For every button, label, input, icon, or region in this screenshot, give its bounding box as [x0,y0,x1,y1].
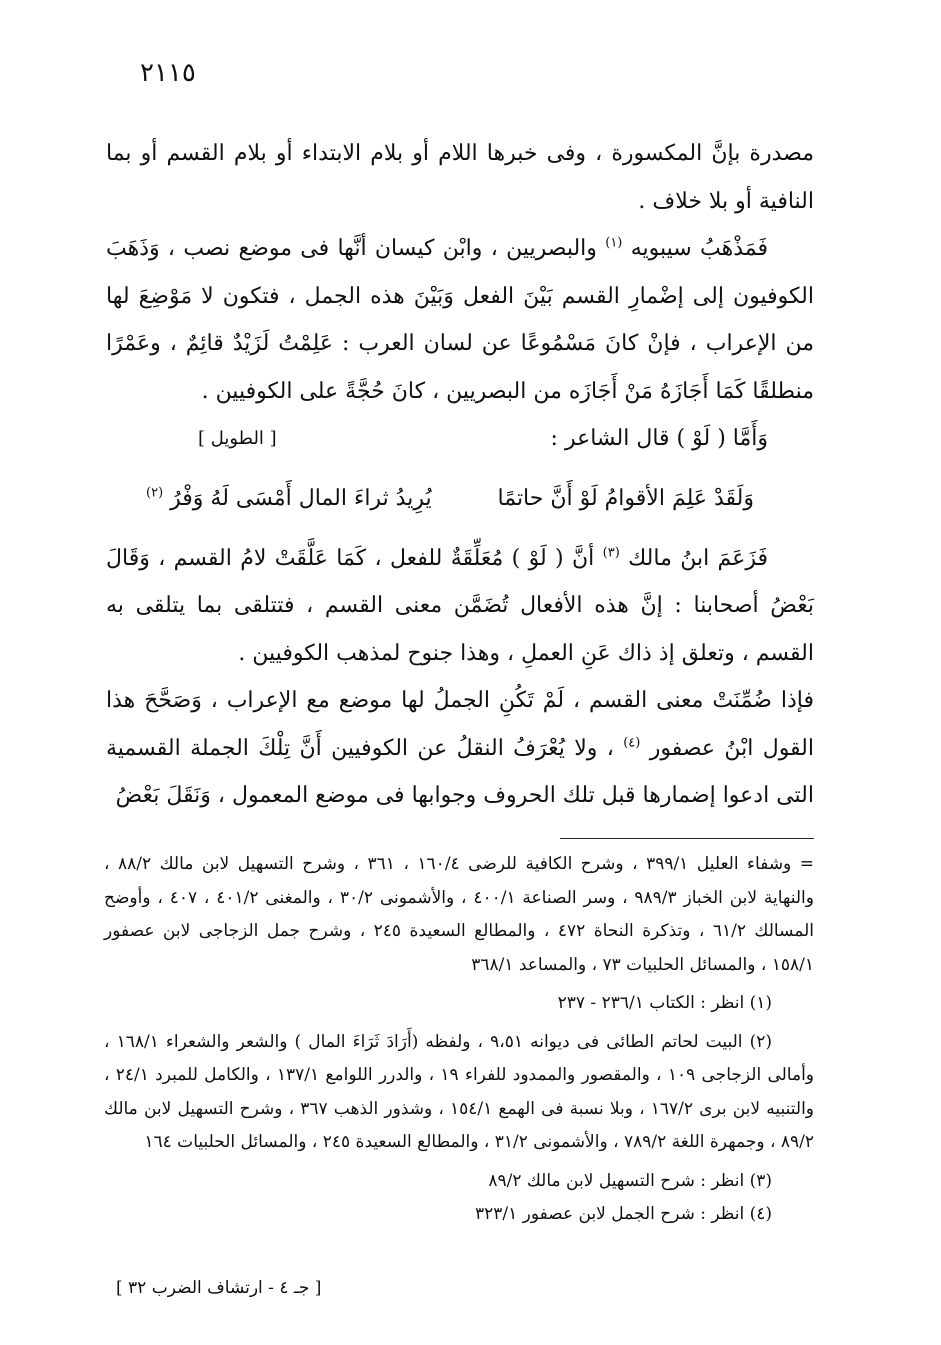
verse-second-hemistich: يُرِيدُ ثراءَ المال أَمْسَى لَهُ وَفْرُ [170,485,432,511]
footnote-4: (٤) انظر : شرح الجمل لابن عصفور ٣٢٣/١ [474,1204,772,1224]
footnote-ref-2[interactable]: (٢) [146,485,164,501]
paragraph-1: مصدرة بإنَّ المكسورة ، وفى خبرها اللام أو بلام الابتداء أو بلام القسم أو بما النافية أو بلا خلاف . [106,141,814,214]
footnote-continued: = وشفاء العليل ٣٩٩/١ ، وشرح الكافية للرضى ١٦٠/٤ ، ٣٦١ ، وشرح التسهيل لابن مالك ٨٨/٢ ، والنهاية لابن الخباز ٩٨٩/٣ ، وسر الصناعة ٤٠٠/١ ، والأشمونى ٣٠/٢ ، والمغنى ٤٠١/٢ ، ٤٠٧ ، وأوضح المسالك ٦١/٢ ، وتذكرة النحاة ٤٧٢ ، والمطالع السعيدة ٢٤٥ ، وشرح جمل الزجاجى لابن عصفور ١٥٨/١ ، والمسائل الحلبيات ٧٣ ، والمساعد ٣٦٨/١ [104,854,815,975]
footnotes [104,848,814,1232]
footnote-1: (١) انظر : الكتاب ٢٣٦/١ - ٢٣٧ [557,993,772,1013]
page-signature: [ جـ ٤ - ارتشاف الضرب ٣٢ ] [116,1278,322,1298]
footnote-2: (٢) البيت لحاتم الطائى فى ديوانه ٩،٥١ ، ولفظه (أَرَادَ ثَرَاءَ المال ) والشعر والشعراء ١٦٨/١ ، وأمالى الزجاجى ١٠٩ ، والمقصور والممدود للفراء ١٩ ، والدرر اللوامع ١٣٧/١ ، والكامل للمبرد ٢٤/١ ، والتنبيه لابن برى ١٦٧/٢ ، وبلا نسبة فى الهمع ١٥٤/١ ، وشذور الذهب ٣٦٧ ، وشرح التسهيل لابن مالك ٨٩/٢ ، وجمهرة اللغة ٧٨٩/٢ ، والأشمونى ٣١/٢ ، والمطالع السعيدة ٢٤٥ ، والمسائل الحلبيات ١٦٤ [104,1031,815,1152]
footnote-ref-3[interactable]: (٣) [602,545,620,561]
verse-first-hemistich: وَلَقَدْ عَلِمَ الأقوامُ لَوْ أَنَّ حاتمًا [497,485,754,511]
paragraph-3-rest: أنَّ ( لَوْ ) مُعَلِّقَةٌ للفعل ، كَمَا عَلَّقَتْ لامُ القسم ، وَقَالَ بَعْضُ أصحابنا : إنَّ هذه الأفعال تُضَمَّن معنى القسم ، فتتلقى بما يتلقى به القسم ، وتعلق إذ ذاك عَنِ العملِ ، وهذا جنوح لمذهب الكوفيين . [106,545,814,666]
footnote-divider [560,838,814,839]
paragraph-4-rest: ، ولا يُعْرَفُ النقلُ عن الكوفيين أَنَّ تِلْكَ الجملة القسمية التى ادعوا إضمارها قبل تلك الحروف وجوابها فى موضع المعمول ، وَنَقَلَ بَعْضُ [106,735,814,808]
footnote-ref-1[interactable]: (١) [605,235,623,251]
footnote-3: (٣) انظر : شرح التسهيل لابن مالك ٨٩/٢ [488,1170,772,1191]
poetry-intro: وَأَمَّا ( لَوْ ) قال الشاعر : [550,426,768,451]
footnote-ref-4[interactable]: (٤) [623,735,641,751]
paragraph-2 [106,225,814,415]
page-number: ٢١١٥ [140,58,196,88]
paragraph-3 [106,535,814,678]
paragraph-2-start: فَمَذْهَبُ سيبويه [630,236,768,261]
meter-label: [ الطويل ] [198,428,277,449]
main-text [106,130,814,820]
paragraph-4 [106,677,814,820]
verse-second-hemistich-wrap [146,475,432,523]
verse-line [106,463,814,535]
paragraph-2-rest: والبصريين ، وابْن كيسان أنَّها فى موضع نصب ، وَذَهَبَ الكوفيون إلى إضْمارِ القسم بَيْنَ الفعل وَبَيْنَ هذه الجمل ، فتكون لا مَوْضِعَ لها من الإعراب ، فإنْ كانَ مَسْمُوعًا عن لسان العرب : عَلِمْتُ لَزَيْدٌ قائِمٌ ، وعَمْرًا منطلقًا كَمَا أَجَازَهُ مَنْ أَجَازَه من البصريين ، كانَ حُجَّةً على الكوفيين . [106,236,814,404]
poetry-intro-line [106,415,814,463]
paragraph-4-start: فإذا ضُمِّنَتْ معنى القسم ، لَمْ تَكُنِ الجملُ لها موضع مع الإعراب ، وَصَحَّحَ هذا القول ابْنُ عصفور [106,688,815,761]
paragraph-3-start: فَزَعَمَ ابنُ مالك [628,545,768,571]
